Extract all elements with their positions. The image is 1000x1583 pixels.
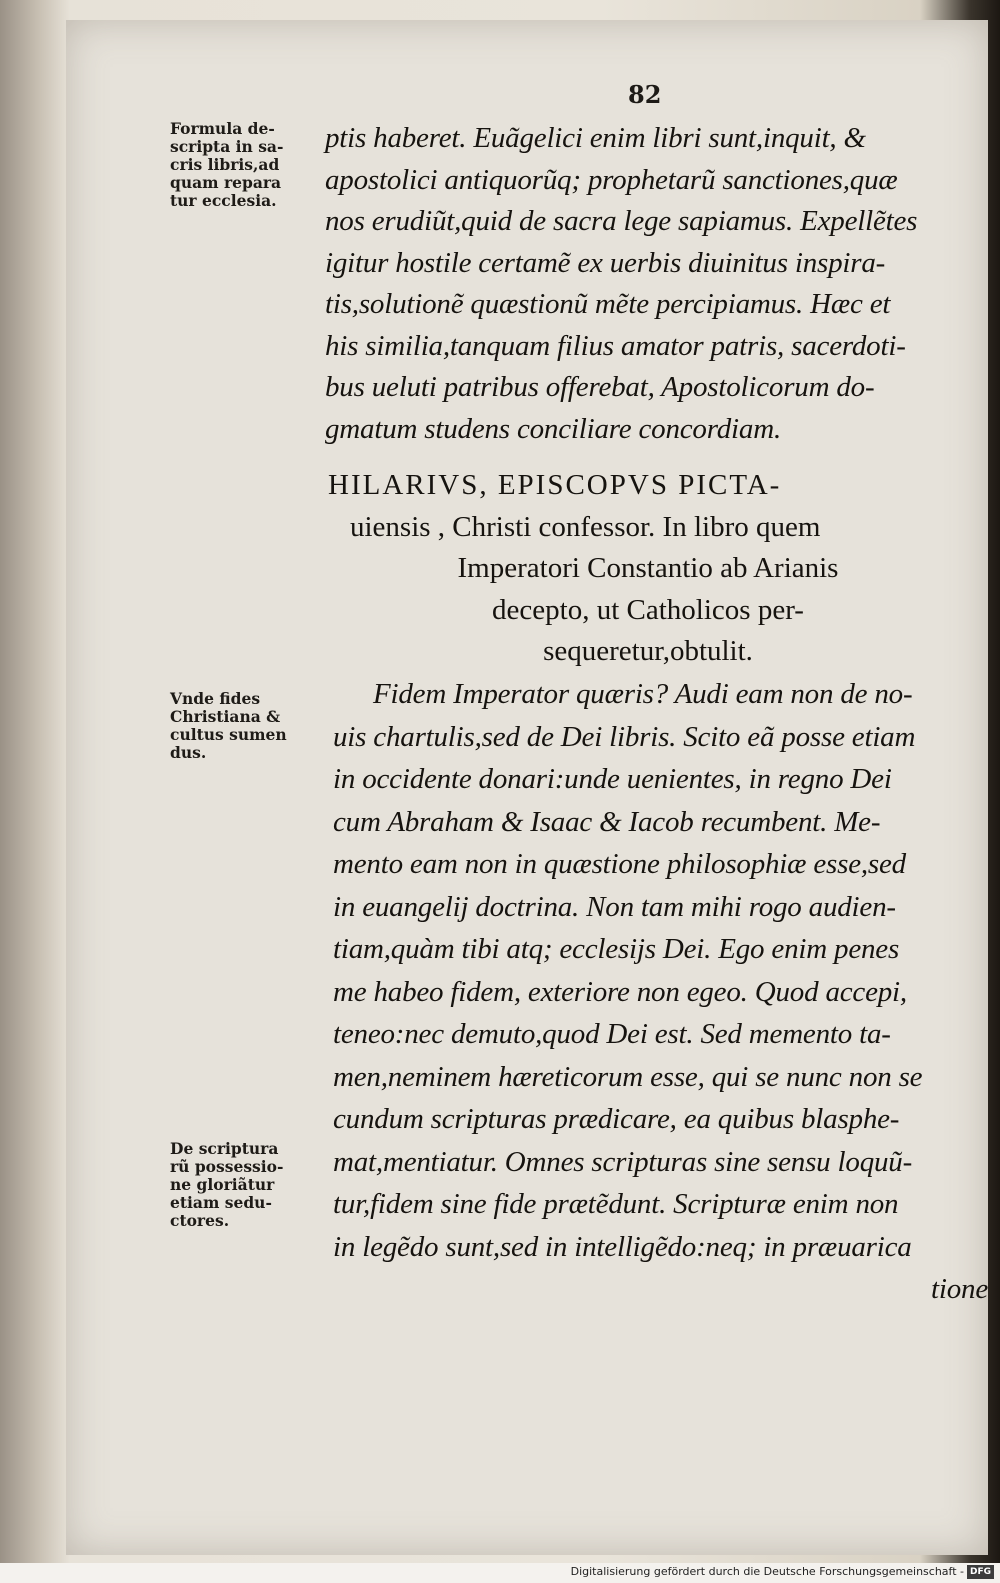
text-line: tis,solutionẽ quæstionũ mẽte percipiamus. Hæc et: [325, 288, 891, 320]
margin-note-line: dus.: [170, 743, 207, 762]
text-line: apostolici antiquorũq; prophetarũ sanctiones,quæ: [325, 163, 898, 196]
text-line: gmatum studens conciliare concordiam.: [325, 412, 781, 445]
heading-line: sequeretur,obtulit.: [543, 635, 753, 667]
margin-note-line: quam repara: [170, 173, 282, 192]
margin-note-line: ctores.: [170, 1211, 230, 1230]
margin-note-line: Christiana &: [170, 707, 281, 726]
text-line: me habeo fidem, exteriore non egeo. Quod accepi,: [333, 975, 907, 1008]
margin-note-line: tur ecclesia.: [170, 191, 277, 210]
text-line: in euangelij doctrina. Non tam mihi rogo audien-: [333, 890, 896, 923]
heading-line: HILARIVS, EPISCOPVS PICTA-: [328, 469, 782, 501]
margin-note-1: [170, 120, 325, 210]
margin-note-line: scripta in sa-: [170, 137, 284, 156]
heading-line: decepto, ut Catholicos per-: [492, 593, 804, 626]
heading-line: Imperatori Constantio ab Arianis: [457, 552, 839, 584]
margin-note-line: ne gloriãtur: [170, 1175, 275, 1194]
margin-note-line: cris libris,ad: [170, 155, 280, 174]
paragraph-2: [333, 673, 988, 1311]
margin-note-line: Formula de-: [170, 119, 275, 138]
digitization-credit: Digitalisierung gefördert durch die Deutsche Forschungsgemeinschaft -: [570, 1565, 964, 1578]
margin-note-2: [170, 690, 325, 762]
text-line: tur,fidem sine fide prætẽdunt. Scripturæ enim non: [333, 1188, 899, 1220]
text-line: cundum scripturas prædicare, ea quibus blasphe-: [333, 1103, 900, 1135]
text-line: mento eam non in quæstione philosophiæ esse,sed: [333, 848, 906, 880]
text-line: mat,mentiatur. Omnes scripturas sine sensu loquũ-: [333, 1145, 913, 1178]
margin-note-line: cultus sumen: [170, 725, 287, 744]
text-line: in legẽdo sunt,sed in intelligẽdo:neq; in præuarica: [333, 1230, 912, 1263]
text-line: igitur hostile certamẽ ex uerbis diuinitus inspira-: [325, 246, 886, 279]
text-line: teneo:nec demuto,quod Dei est. Sed memento ta-: [333, 1018, 891, 1050]
text-line: nos erudiũt,quid de sacra lege sapiamus. Expellẽtes: [325, 205, 918, 237]
heading-line: uiensis , Christi confessor. In libro quem: [350, 510, 821, 543]
margin-note-line: De scriptura: [170, 1139, 279, 1158]
dfg-logo: DFG: [967, 1565, 994, 1579]
text-line: uis chartulis,sed de Dei libris. Scito eã posse etiam: [333, 720, 916, 753]
section-heading: [328, 465, 968, 673]
margin-note-3: [170, 1140, 325, 1230]
text-line: tiam,quàm tibi atq; ecclesijs Dei. Ego enim penes: [333, 933, 900, 965]
margin-note-line: etiam sedu-: [170, 1193, 272, 1212]
margin-note-line: rũ possessio-: [170, 1157, 284, 1176]
text-line: in occidente donari:unde uenientes, in regno Dei: [333, 763, 892, 795]
text-line: men,neminem hæreticorum esse, qui se nunc non se: [333, 1060, 923, 1093]
text-line: cum Abraham & Isaac & Iacob recumbent. Me-: [333, 805, 881, 838]
catchword: tione: [931, 1273, 988, 1305]
text-line: his similia,tanquam filius amator patris, sacerdoti-: [325, 329, 906, 362]
margin-note-line: Vnde fides: [170, 689, 261, 708]
text-line: Fidem Imperator quæris? Audi eam non de no-: [373, 678, 913, 710]
text-line: ptis haberet. Euãgelici enim libri sunt,inquit, &: [325, 122, 866, 154]
paragraph-1: [325, 118, 917, 450]
text-line: bus ueluti patribus offerebat, Apostolicorum do-: [325, 371, 875, 403]
page-number: 82: [628, 80, 662, 109]
